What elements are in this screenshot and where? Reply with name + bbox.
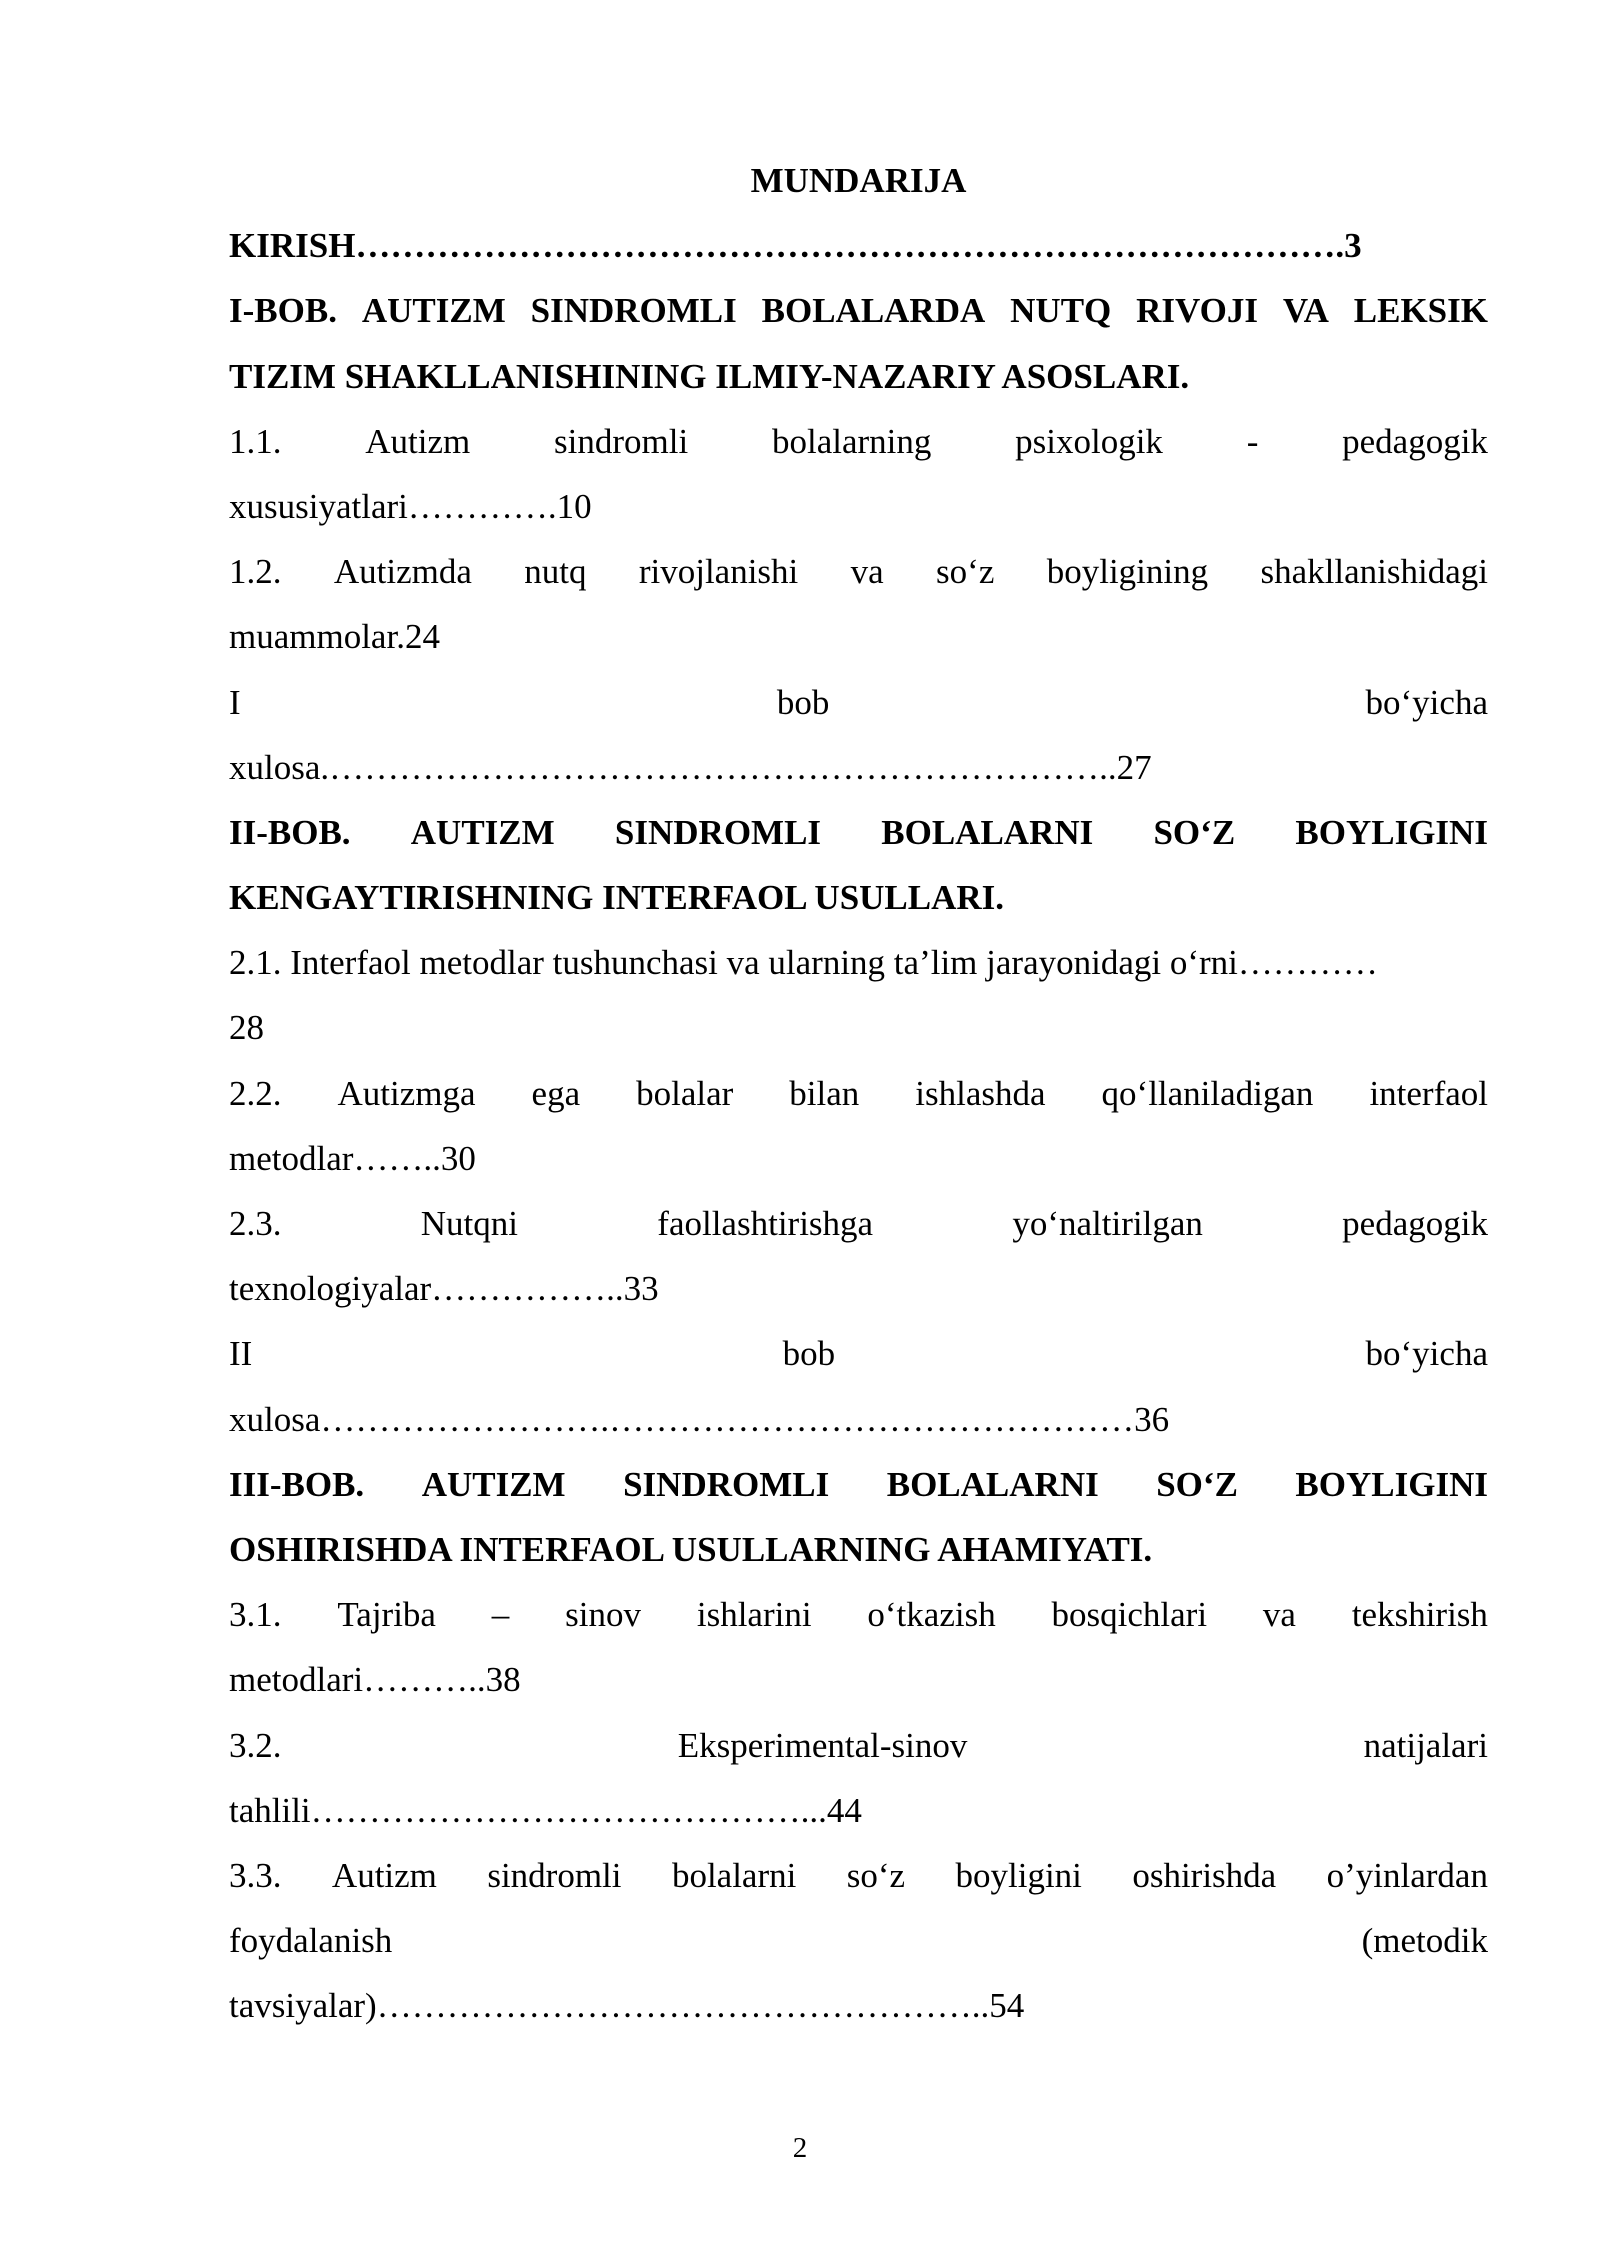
toc-word: 2.3. <box>229 1204 282 1243</box>
toc-word: 3.1. <box>229 1595 282 1635</box>
toc-word: SINDROMLI <box>623 1464 830 1504</box>
toc-word: BOLALARNI <box>886 1464 1099 1504</box>
toc-word: Autizmga <box>337 1073 476 1113</box>
toc-word: RIVOJI <box>1136 291 1258 331</box>
toc-word: I-BOB. <box>229 291 337 331</box>
toc-entry-3-2-line2: tahlili……………………………………...44 <box>229 1790 862 1830</box>
toc-word: Nutqni <box>420 1204 519 1243</box>
toc-word: bolalar <box>636 1073 734 1113</box>
toc-word: AUTIZM <box>361 291 506 331</box>
toc-title: MUNDARIJA <box>750 161 967 200</box>
toc-word: foydalanish <box>229 1921 393 1961</box>
chapter-3-heading-line2: OSHIRISHDA INTERFAOL USULLARNING AHAMIYATI. <box>229 1529 1153 1569</box>
toc-word: 1.2. <box>229 552 282 592</box>
toc-entry-ch2-conclusion-line2: xulosa…………………….………………………………………36 <box>229 1399 1170 1439</box>
toc-word: bo‘yicha <box>1365 682 1488 722</box>
toc-word: so‘z <box>936 552 995 592</box>
toc-entry-3-3-line1 <box>229 1843 1488 1908</box>
toc-word: ega <box>531 1073 581 1113</box>
toc-word: (metodik <box>1361 1921 1488 1961</box>
toc-word: pedagogik <box>1342 1204 1488 1243</box>
toc-word: Autizm <box>331 1855 437 1895</box>
toc-word: - <box>1246 421 1259 461</box>
toc-word: II-BOB. <box>229 812 351 852</box>
toc-word: so‘z <box>846 1855 906 1895</box>
toc-word: sindromli <box>487 1855 622 1895</box>
toc-word: 3.2. <box>229 1725 282 1765</box>
toc-word: BOLALARDA <box>761 291 986 331</box>
toc-word: III-BOB. <box>229 1464 365 1504</box>
toc-word: BOYLIGINI <box>1295 1464 1488 1504</box>
toc-word: o‘tkazish <box>867 1595 996 1635</box>
toc-word: boyligini <box>955 1855 1082 1895</box>
toc-word: I <box>229 682 241 722</box>
toc-word: SINDROMLI <box>614 812 822 852</box>
toc-entry-2-3-line1 <box>229 1191 1488 1256</box>
toc-word: NUTQ <box>1010 291 1112 331</box>
toc-entry-2-1-line1: 2.1. Interfaol metodlar tushunchasi va ularning ta’lim jarayonidagi o‘rni………… <box>229 943 1378 983</box>
toc-word: BOLALARNI <box>881 812 1094 852</box>
toc-entry-3-1-line1 <box>229 1582 1488 1647</box>
toc-word: ishlarini <box>696 1595 812 1635</box>
toc-entry-ch1-conclusion-line1 <box>229 670 1488 735</box>
chapter-1-heading-line2: TIZIM SHAKLLANISHINING ILMIY-NAZARIY ASOSLARI. <box>229 356 1190 396</box>
toc-word: SO‘Z <box>1153 812 1236 852</box>
page-number: 2 <box>792 2132 808 2164</box>
chapter-2-heading-line1 <box>229 800 1488 865</box>
toc-word: interfaol <box>1369 1073 1488 1113</box>
toc-entry-3-2-line1 <box>229 1713 1488 1778</box>
toc-entry-2-2-line1 <box>229 1061 1488 1126</box>
toc-entry-1-1-line1 <box>229 409 1488 474</box>
toc-word: psixologik <box>1015 421 1163 461</box>
toc-word: rivojlanishi <box>638 552 799 592</box>
toc-entry-1-1-line2: xususiyatlari………….10 <box>229 486 592 526</box>
toc-word: bob <box>782 1334 836 1374</box>
toc-word: bilan <box>789 1073 860 1113</box>
toc-word: sindromli <box>554 421 689 461</box>
toc-word: tekshirish <box>1351 1595 1488 1635</box>
toc-word: natijalari <box>1363 1725 1488 1765</box>
toc-word: LEKSIK <box>1353 291 1488 331</box>
toc-word: II <box>229 1334 253 1374</box>
toc-word: AUTIZM <box>410 812 555 852</box>
toc-word: Eksperimental-sinov <box>677 1725 968 1765</box>
toc-entry-ch1-conclusion-line2: xulosa.…………………………………………………………..27 <box>229 747 1152 787</box>
toc-word: Autizmda <box>333 552 472 592</box>
toc-entry-ch2-conclusion-line1 <box>229 1321 1488 1386</box>
toc-word: oshirishda <box>1132 1855 1277 1895</box>
toc-entry-2-1-line2: 28 <box>229 1008 264 1048</box>
toc-entry-1-2-line1 <box>229 539 1488 604</box>
toc-word: VA <box>1282 291 1329 331</box>
toc-word: boyligining <box>1046 552 1209 592</box>
table-of-contents <box>229 148 1488 2038</box>
toc-word: va <box>850 552 884 592</box>
toc-entry-2-3-line2: texnologiyalar……………..33 <box>229 1269 659 1309</box>
toc-word: va <box>1262 1595 1296 1635</box>
toc-word: ishlashda <box>915 1073 1046 1113</box>
toc-word: faollashtirishga <box>657 1204 874 1243</box>
toc-word: 1.1. <box>229 421 282 461</box>
toc-word: 3.3. <box>229 1855 282 1895</box>
toc-word: yo‘naltirilgan <box>1012 1204 1203 1243</box>
toc-entry-2-2-line2: metodlar……..30 <box>229 1138 476 1178</box>
toc-word: nutq <box>524 552 587 592</box>
toc-word: sinov <box>565 1595 641 1635</box>
toc-word: Tajriba <box>337 1595 436 1635</box>
toc-word: bolalarning <box>771 421 932 461</box>
toc-word: bo‘yicha <box>1365 1334 1488 1374</box>
toc-word: bosqichlari <box>1051 1595 1208 1635</box>
toc-entry-3-3-line2 <box>229 1908 1488 1973</box>
toc-entry-3-1-line2: metodlari………..38 <box>229 1660 521 1700</box>
toc-word: SO‘Z <box>1156 1464 1238 1504</box>
toc-word: pedagogik <box>1342 421 1488 461</box>
chapter-3-heading-line1 <box>229 1452 1488 1517</box>
chapter-1-heading-line1 <box>229 278 1488 343</box>
toc-word: o’yinlardan <box>1326 1855 1488 1895</box>
toc-word: shakllanishidagi <box>1260 552 1488 592</box>
toc-word: AUTIZM <box>421 1464 566 1504</box>
toc-word: SINDROMLI <box>530 291 737 331</box>
toc-word: – <box>491 1595 510 1635</box>
toc-entry-3-3-line3: tavsiyalar)……………………………………………..54 <box>229 1986 1025 2026</box>
chapter-2-heading-line2: KENGAYTIRISHNING INTERFAOL USULLARI. <box>229 878 1005 918</box>
toc-word: bolalarni <box>671 1855 797 1895</box>
toc-entry-1-2-line2: muammolar.24 <box>229 617 440 657</box>
toc-entry-kirish: KIRISH………………………………………………………………………….3 <box>229 226 1362 266</box>
toc-word: 2.2. <box>229 1073 282 1113</box>
toc-word: bob <box>776 682 830 722</box>
toc-word: qo‘llaniladigan <box>1101 1073 1314 1113</box>
toc-word: Autizm <box>365 421 471 461</box>
toc-word: BOYLIGINI <box>1295 812 1488 852</box>
